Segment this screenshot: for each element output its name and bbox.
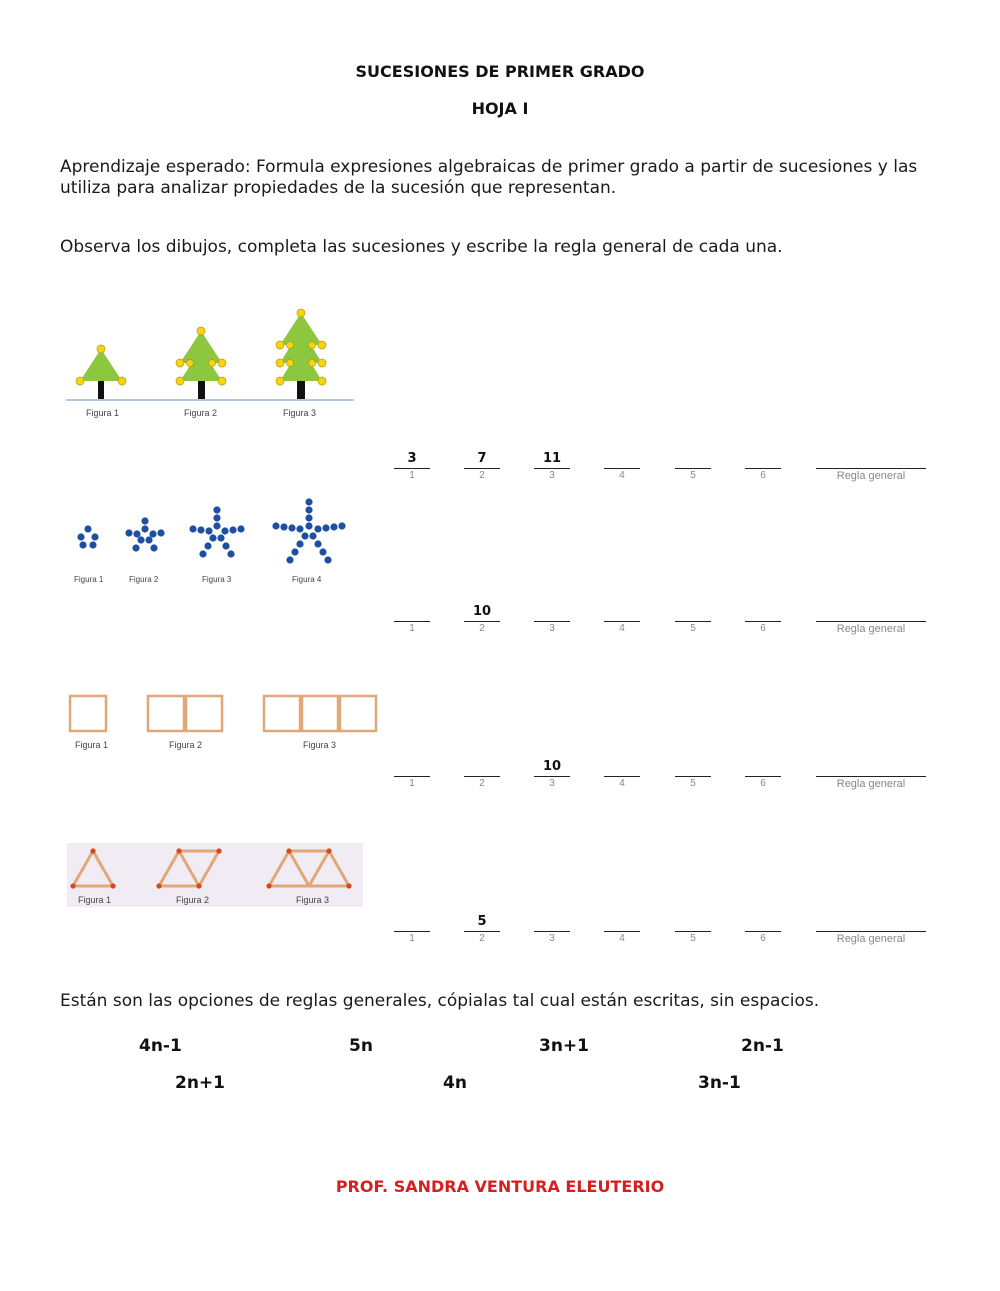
star-figures [70, 496, 355, 591]
term-index: 4 [619, 470, 625, 481]
term-index: 3 [549, 623, 555, 634]
answer-line [816, 931, 926, 932]
rule-option: 4n-1 [139, 1036, 182, 1056]
term-value [394, 914, 430, 930]
sequence-term-blank[interactable] [675, 914, 711, 944]
sequence-term-blank[interactable] [534, 759, 570, 789]
term-value [745, 914, 781, 930]
term-value [534, 604, 570, 620]
answer-line [394, 776, 430, 777]
sequence-term-blank[interactable] [394, 759, 430, 789]
figure-caption: Figura 3 [296, 895, 330, 905]
rule-option: 2n+1 [175, 1073, 226, 1093]
term-index: 2 [479, 933, 485, 944]
sequence-term-blank[interactable] [394, 914, 430, 944]
answer-line [604, 776, 640, 777]
answer-line [745, 621, 781, 622]
term-value [604, 914, 640, 930]
page-title: SUCESIONES DE PRIMER GRADO [355, 62, 645, 81]
rule-option: 2n-1 [741, 1036, 784, 1056]
figure-caption: Figura 2 [176, 895, 210, 905]
term-index: 4 [619, 623, 625, 634]
sequence-term-blank[interactable] [464, 451, 500, 481]
sequence-term-blank[interactable] [675, 604, 711, 634]
answer-line [816, 621, 926, 622]
term-value [394, 759, 430, 775]
answer-line [394, 621, 430, 622]
answer-line [394, 468, 430, 469]
term-index: 5 [690, 933, 696, 944]
term-index: 2 [479, 623, 485, 634]
sequence-term-blank[interactable] [394, 604, 430, 634]
term-index: 4 [619, 933, 625, 944]
answer-line [534, 468, 570, 469]
term-index: 1 [409, 933, 415, 944]
rule-option: 3n-1 [698, 1073, 741, 1093]
sequence-term-blank[interactable] [464, 604, 500, 634]
figure-caption: Figura 2 [184, 408, 218, 418]
rule-option: 3n+1 [539, 1036, 590, 1056]
sequence-term-blank[interactable] [604, 451, 640, 481]
term-value: 11 [542, 451, 562, 466]
figure-caption: Figura 3 [303, 740, 337, 750]
term-value [604, 451, 640, 467]
answer-line [464, 776, 500, 777]
figure-caption: Figura 1 [78, 895, 112, 905]
matchstick-squares-illustration [66, 692, 386, 737]
tree-illustration [66, 305, 356, 425]
answer-line [816, 468, 926, 469]
sequence-term-blank[interactable] [745, 451, 781, 481]
general-rule-blank[interactable] [816, 451, 926, 481]
term-value [675, 451, 711, 467]
sequence-term-blank[interactable] [745, 604, 781, 634]
sequence-term-blank[interactable] [464, 759, 500, 789]
figure-caption: Figura 3 [283, 408, 317, 418]
answer-line [675, 468, 711, 469]
term-index: 1 [409, 623, 415, 634]
term-index: 3 [549, 778, 555, 789]
sequence-term-blank[interactable] [464, 914, 500, 944]
term-index: 2 [479, 778, 485, 789]
page-subtitle: HOJA I [471, 99, 529, 118]
answer-line [604, 468, 640, 469]
sequence-term-blank[interactable] [745, 914, 781, 944]
triangle-figures [67, 843, 363, 907]
term-value [604, 759, 640, 775]
sequence-term-blank[interactable] [675, 759, 711, 789]
tree-figures [66, 305, 356, 425]
sequence-term-blank[interactable] [604, 759, 640, 789]
general-rule-label: Regla general [836, 470, 906, 482]
term-index: 4 [619, 778, 625, 789]
sequence-term-blank[interactable] [604, 604, 640, 634]
answer-line [394, 931, 430, 932]
sequence-term-blank[interactable] [745, 759, 781, 789]
term-value [604, 604, 640, 620]
sequence-term-blank[interactable] [394, 451, 430, 481]
term-value [534, 914, 570, 930]
figure-caption: Figura 1 [86, 408, 120, 418]
matchstick-triangles-illustration [67, 843, 363, 893]
term-index: 6 [760, 623, 766, 634]
sequence-term-blank[interactable] [534, 451, 570, 481]
term-index: 3 [549, 933, 555, 944]
instruction-text: Observa los dibujos, completa las sucesiones y escribe la regla general de cada una. [60, 237, 783, 257]
figure-caption: Figura 3 [202, 575, 232, 584]
term-value: 5 [477, 914, 487, 929]
general-rule-label: Regla general [836, 778, 906, 790]
answer-line [675, 931, 711, 932]
figure-caption: Figura 2 [129, 575, 159, 584]
general-rule-label: Regla general [836, 623, 906, 635]
answer-line [604, 621, 640, 622]
term-index: 2 [479, 470, 485, 481]
figure-caption: Figura 2 [169, 740, 203, 750]
answer-line [464, 621, 500, 622]
figure-caption: Figura 1 [74, 575, 104, 584]
term-index: 1 [409, 778, 415, 789]
sequence-term-blank[interactable] [675, 451, 711, 481]
term-value: 3 [407, 451, 417, 466]
sequence-term-blank[interactable] [534, 914, 570, 944]
general-rule-blank[interactable] [816, 604, 926, 634]
term-value [675, 914, 711, 930]
answer-line [534, 931, 570, 932]
answer-line [675, 621, 711, 622]
general-rule-blank[interactable] [816, 914, 926, 944]
answer-line [745, 468, 781, 469]
term-index: 6 [760, 933, 766, 944]
term-value [745, 604, 781, 620]
term-value [675, 604, 711, 620]
learning-objective: Aprendizaje esperado: Formula expresiones algebraicas de primer grado a partir de sucesiones y las utiliza para analizar propiedades de la sucesión que representan. [60, 157, 918, 198]
term-value [745, 451, 781, 467]
term-value [464, 759, 500, 775]
general-rule-label: Regla general [836, 933, 906, 945]
term-index: 5 [690, 623, 696, 634]
term-value: 7 [477, 451, 487, 466]
term-index: 1 [409, 470, 415, 481]
figure-caption: Figura 4 [292, 575, 322, 584]
term-index: 5 [690, 470, 696, 481]
term-index: 6 [760, 470, 766, 481]
options-instruction: Están son las opciones de reglas generales, cópialas tal cual están escritas, sin espacios. [60, 991, 820, 1011]
term-index: 5 [690, 778, 696, 789]
square-figures [66, 692, 386, 757]
term-value [394, 604, 430, 620]
term-value [745, 759, 781, 775]
answer-line [464, 931, 500, 932]
author-name: PROF. SANDRA VENTURA ELEUTERIO [335, 1177, 665, 1196]
answer-line [745, 776, 781, 777]
answer-line [745, 931, 781, 932]
answer-line [464, 468, 500, 469]
term-index: 3 [549, 470, 555, 481]
term-value: 10 [542, 759, 562, 774]
figure-caption: Figura 1 [75, 740, 109, 750]
answer-line [534, 621, 570, 622]
answer-line [675, 776, 711, 777]
star-dots-illustration [70, 496, 355, 576]
general-rule-blank[interactable] [816, 759, 926, 789]
term-value: 10 [472, 604, 492, 619]
answer-line [816, 776, 926, 777]
term-value [675, 759, 711, 775]
answer-line [534, 776, 570, 777]
term-index: 6 [760, 778, 766, 789]
sequence-term-blank[interactable] [534, 604, 570, 634]
rule-option: 4n [443, 1073, 467, 1093]
sequence-term-blank[interactable] [604, 914, 640, 944]
answer-line [604, 931, 640, 932]
rule-option: 5n [349, 1036, 373, 1056]
